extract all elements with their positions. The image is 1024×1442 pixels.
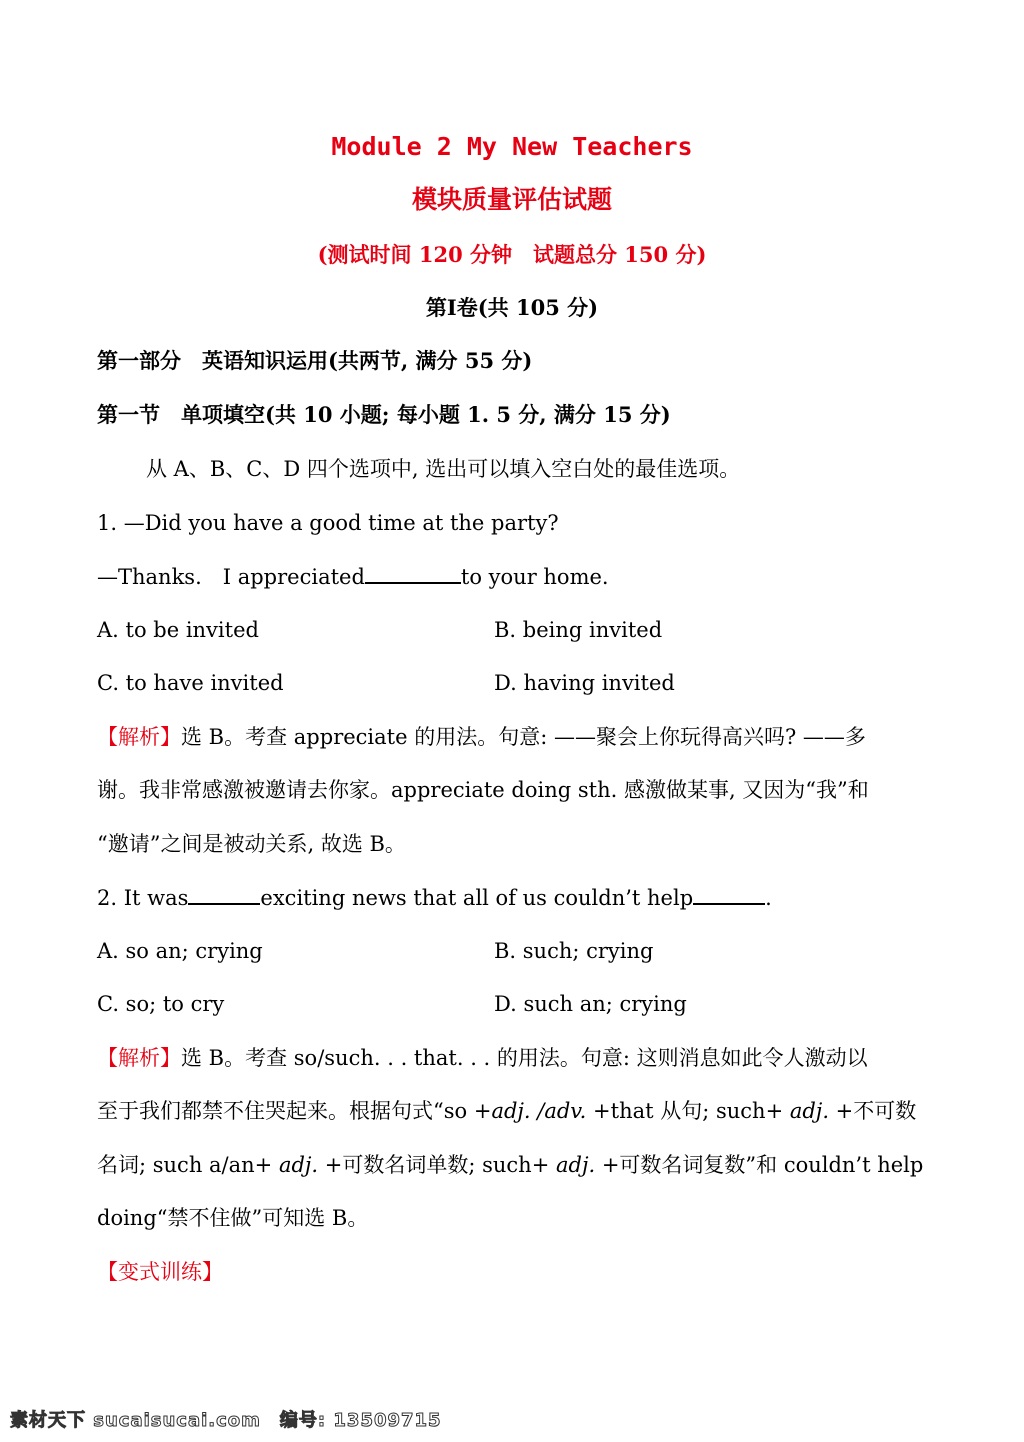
q2-stem bbox=[97, 883, 772, 912]
q2-analysis-tag: 【解析】 bbox=[97, 1046, 181, 1070]
q2-blank-1 bbox=[188, 883, 260, 905]
q1-analysis-tag: 【解析】 bbox=[97, 725, 181, 749]
q1-stem-b bbox=[97, 562, 609, 591]
q2-option-b: B. such; crying bbox=[494, 939, 654, 963]
q2-analysis-line-2 bbox=[97, 1097, 916, 1125]
q2-analysis-line-1 bbox=[97, 1044, 868, 1072]
q2-analysis-3d: adj. bbox=[555, 1153, 596, 1177]
q1-analysis-line-2: 谢。我非常感激被邀请去你家。appreciate doing sth. 感激做某事, 又因为“我”和 bbox=[97, 778, 869, 802]
q2-stem-post: . bbox=[765, 886, 772, 910]
part1-heading: 第一部分 英语知识运用(共两节, 满分 55 分) bbox=[97, 348, 533, 373]
q2-analysis-text-1: 选 B。考查 so/such. . . that. . . 的用法。句意: 这则消息如此令人激动以 bbox=[181, 1046, 868, 1070]
volume-heading: 第Ⅰ卷(共 105 分) bbox=[425, 295, 599, 320]
q2-analysis-3e: +可数名词复数”和 couldn’t help bbox=[595, 1153, 924, 1177]
q1-blank bbox=[365, 562, 461, 584]
q1-analysis-line-3: “邀请”之间是被动关系, 故选 B。 bbox=[97, 832, 406, 856]
q1-stem-b-post: to your home. bbox=[460, 565, 609, 589]
q2-analysis-2c: +that 从句; such+ bbox=[586, 1099, 790, 1123]
title-cn: 模块质量评估试题 bbox=[411, 185, 612, 214]
q1-analysis-text-1: 选 B。考查 appreciate 的用法。句意: ——聚会上你玩得高兴吗? ——多 bbox=[181, 725, 866, 749]
q1-analysis-line-1 bbox=[97, 723, 866, 751]
q1-option-c: C. to have invited bbox=[97, 671, 284, 695]
q2-option-d: D. such an; crying bbox=[494, 992, 687, 1016]
q1-option-d: D. having invited bbox=[494, 671, 675, 695]
title-en: Module 2 My New Teachers bbox=[331, 132, 693, 161]
q2-analysis-line-4: doing“禁不住做”可知选 B。 bbox=[97, 1206, 369, 1230]
q2-analysis-line-3 bbox=[97, 1151, 923, 1179]
section1-heading: 第一节 单项填空(共 10 小题; 每小题 1. 5 分, 满分 15 分) bbox=[97, 402, 671, 427]
q2-stem-mid: exciting news that all of us couldn’t help bbox=[260, 886, 694, 910]
q1-option-a: A. to be invited bbox=[97, 618, 259, 642]
variant-training-tag: 【变式训练】 bbox=[97, 1260, 223, 1284]
q2-option-a: A. so an; crying bbox=[97, 939, 263, 963]
q2-analysis-2e: +不可数 bbox=[829, 1099, 917, 1123]
watermark-text: 素材天下 sucaisucai.com 编号: 13509715 bbox=[10, 1410, 442, 1431]
q1-stem-a: 1. —Did you have a good time at the party? bbox=[97, 511, 559, 535]
q2-analysis-2a: 至于我们都禁不住哭起来。根据句式“so + bbox=[97, 1099, 492, 1123]
instruction: 从 A、B、C、D 四个选项中, 选出可以填入空白处的最佳选项。 bbox=[146, 457, 741, 481]
q2-analysis-2b: adj. /adv. bbox=[491, 1099, 587, 1123]
q2-analysis-3a: 名词; such a/an+ bbox=[97, 1153, 279, 1177]
test-info: (测试时间 120 分钟 试题总分 150 分) bbox=[317, 242, 707, 267]
q2-option-c: C. so; to cry bbox=[97, 992, 225, 1016]
q1-stem-b-pre: —Thanks. I appreciated bbox=[97, 565, 365, 589]
q2-blank-2 bbox=[693, 883, 765, 905]
q2-analysis-2d: adj. bbox=[789, 1099, 829, 1123]
q1-option-b: B. being invited bbox=[494, 618, 663, 642]
q2-stem-pre: 2. It was bbox=[97, 886, 189, 910]
q2-analysis-3c: +可数名词单数; such+ bbox=[318, 1153, 556, 1177]
q2-analysis-3b: adj. bbox=[278, 1153, 319, 1177]
